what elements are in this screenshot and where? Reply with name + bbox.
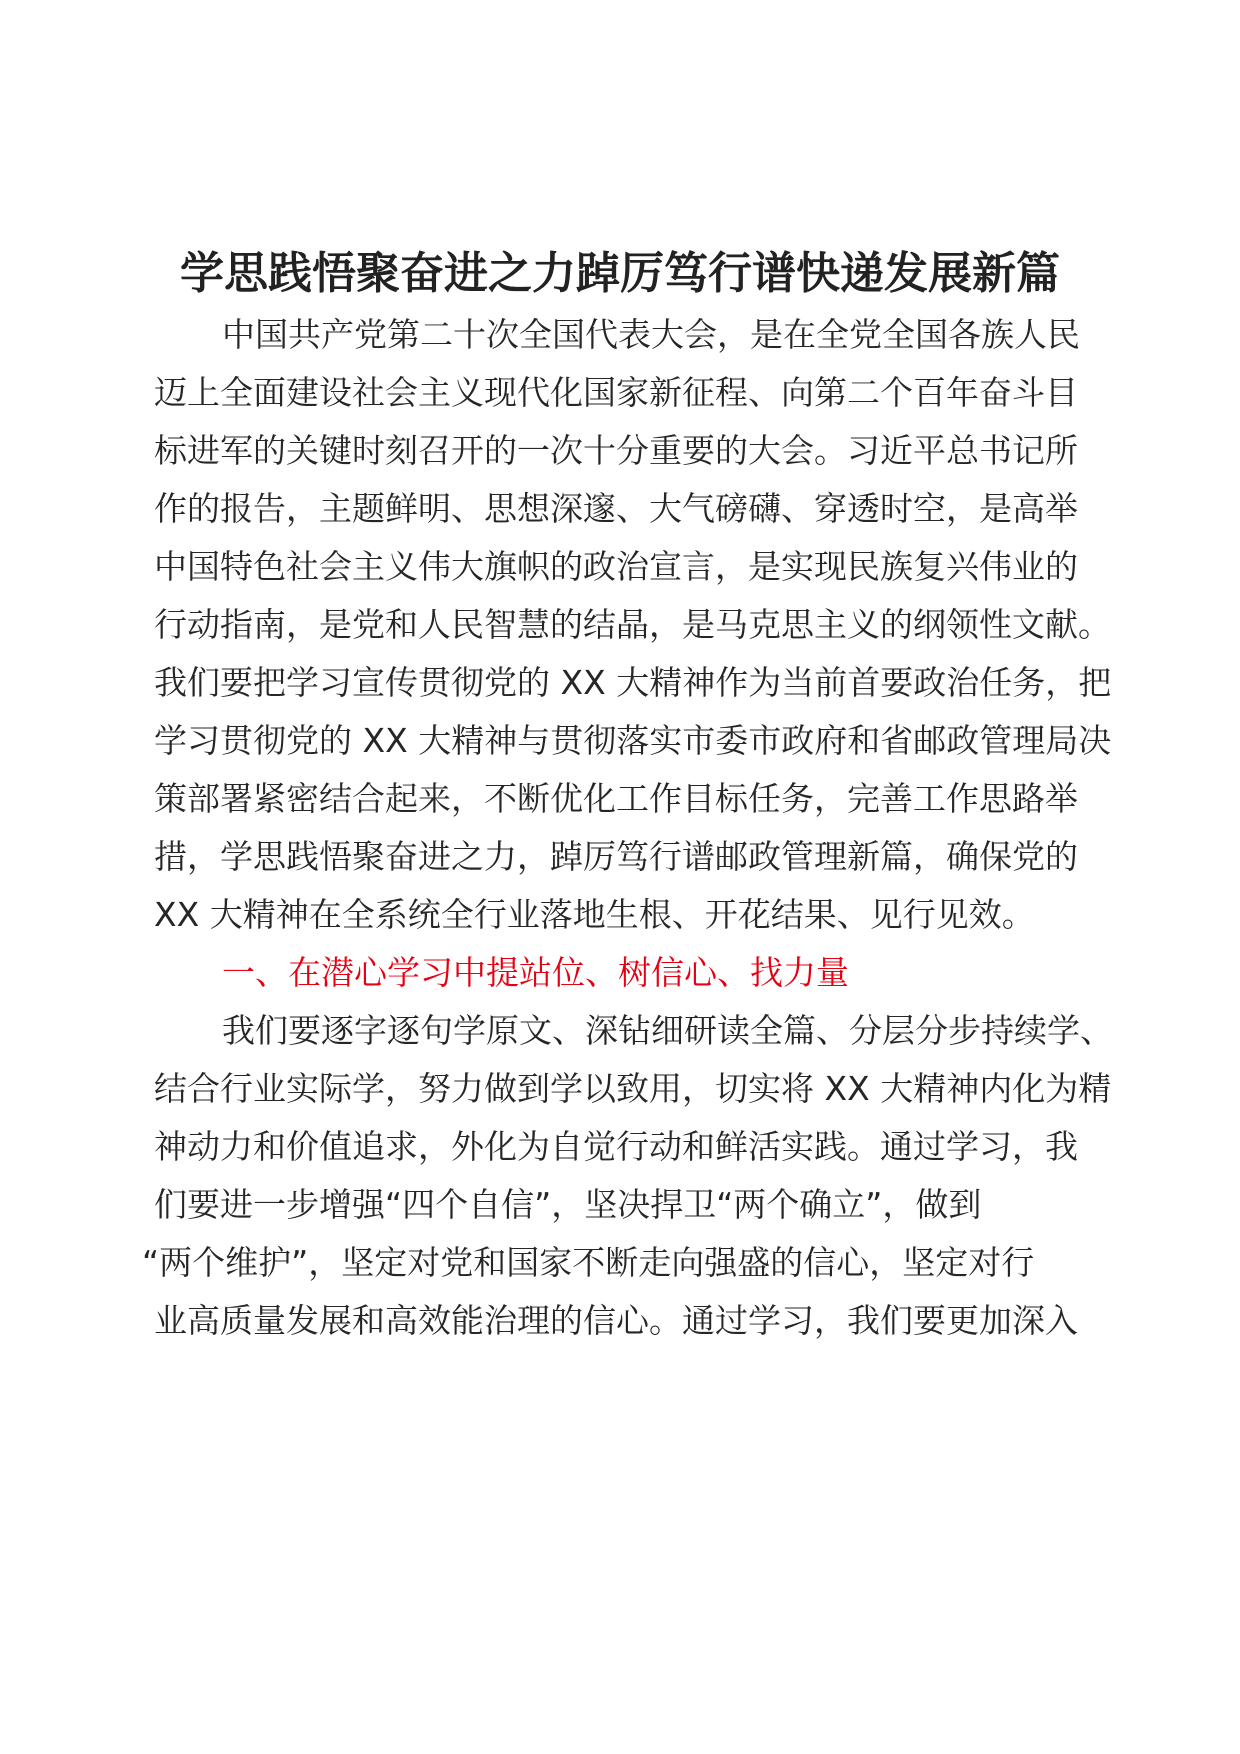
- paragraph-line: 学习贯彻党的 XX 大精神与贯彻落实市委市政府和省邮政管理局决: [154, 721, 1112, 760]
- paragraph-line: 措，学思践悟聚奋进之力，踔厉笃行谱邮政管理新篇，确保党的: [154, 837, 1078, 876]
- section-heading: 一、在潜心学习中提站位、树信心、找力量: [222, 953, 849, 992]
- paragraph-line: 我们要逐字逐句学原文、深钻细研读全篇、分层分步持续学、: [222, 1011, 1113, 1050]
- paragraph-line: 行动指南，是党和人民智慧的结晶，是马克思主义的纲领性文献。: [154, 605, 1111, 644]
- paragraph-line: 结合行业实际学，努力做到学以致用，切实将 XX 大精神内化为精: [154, 1069, 1112, 1108]
- paragraph-line: 作的报告，主题鲜明、思想深邃、大气磅礴、穿透时空，是高举: [154, 489, 1078, 528]
- paragraph-line: 业高质量发展和高效能治理的信心。通过学习，我们要更加深入: [154, 1301, 1078, 1340]
- document-title: 学思践悟聚奋进之力踔厉笃行谱快递发展新篇: [180, 248, 1060, 299]
- paragraph-line: 中国共产党第二十次全国代表大会，是在全党全国各族人民: [222, 315, 1080, 354]
- paragraph-line: 神动力和价值追求，外化为自觉行动和鲜活实践。通过学习，我: [154, 1127, 1078, 1166]
- paragraph-line: 们要进一步增强“四个自信”，坚决捍卫“两个确立”，做到: [154, 1185, 982, 1224]
- paragraph-line: 策部署紧密结合起来，不断优化工作目标任务，完善工作思路举: [154, 779, 1078, 818]
- paragraph-line: 标进军的关键时刻召开的一次十分重要的大会。习近平总书记所: [154, 431, 1078, 470]
- paragraph-line: “两个维护”，坚定对党和国家不断走向强盛的信心，坚定对行: [142, 1243, 1035, 1282]
- paragraph-line: 我们要把学习宣传贯彻党的 XX 大精神作为当前首要政治任务，把: [154, 663, 1112, 702]
- paragraph-line: XX 大精神在全系统全行业落地生根、开花结果、见行见效。: [154, 895, 1035, 934]
- paragraph-line: 中国特色社会主义伟大旗帜的政治宣言，是实现民族复兴伟业的: [154, 547, 1078, 586]
- paragraph-line: 迈上全面建设社会主义现代化国家新征程、向第二个百年奋斗目: [154, 373, 1078, 412]
